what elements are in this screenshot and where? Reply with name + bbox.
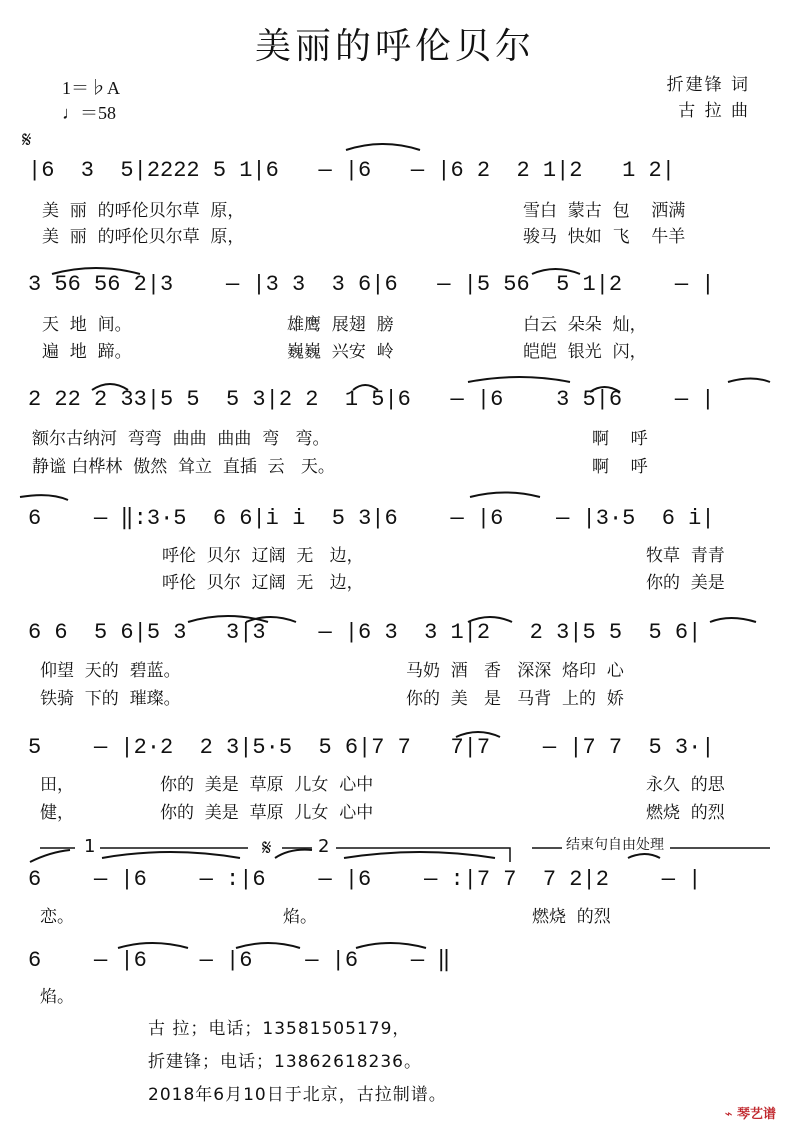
lyric-line: 你的 美是 bbox=[646, 573, 725, 593]
notation-row-3: 2 22 2 33|5 5 5 3|2 2 1 5|6 — |6 3 5|6 — | bbox=[28, 387, 715, 412]
lyric-line: 焰。 bbox=[283, 907, 317, 927]
notation-row-5: 6 6 5 6|5 3 3|3 — |6 3 3 1|2 2 3|5 5 5 6| bbox=[28, 620, 702, 645]
lyric-line: 铁骑 下的 璀璨。 bbox=[40, 689, 181, 709]
lyricist-credit: 折建锋 词 bbox=[666, 75, 750, 95]
lyric-line: 你的 美是 草原 儿女 心中 bbox=[160, 775, 374, 795]
lyric-line: 天 地 间。 bbox=[42, 315, 132, 335]
lyric-line: 你的 美 是 马背 上的 娇 bbox=[406, 689, 624, 709]
segno-sign: 𝄋 bbox=[22, 128, 32, 153]
notation-row-7: 6 — |6 — :|6 — |6 — :|7 7 7 2|2 — | bbox=[28, 867, 702, 892]
composer-credit: 古 拉 曲 bbox=[678, 101, 750, 121]
lyric-line: 啊 呼 bbox=[592, 429, 648, 449]
lyric-line: 健， bbox=[40, 803, 74, 823]
contact-line-1: 古 拉；电话；13581505179， bbox=[148, 1019, 411, 1039]
logo-text: 琴艺谱 bbox=[736, 1107, 776, 1122]
lyric-line: 美 丽 的呼伦贝尔草 原， bbox=[42, 201, 245, 221]
lyric-line: 遍 地 蹄。 bbox=[42, 342, 132, 362]
volta-1-label: 1 bbox=[84, 836, 96, 857]
lyric-line: 呼伦 贝尔 辽阔 无 边， bbox=[162, 546, 364, 566]
lyric-line: 白云 朵朵 灿， bbox=[523, 315, 647, 335]
lyric-line: 仰望 天的 碧蓝。 bbox=[40, 661, 181, 681]
notation-row-1: |6 3 5|2222 5 1|6 — |6 — |6 2 2 1|2 1 2| bbox=[28, 158, 675, 183]
notation-row-4: 6 — ‖:3·5 6 6|i i 5 3|6 — |6 — |3·5 6 i| bbox=[28, 506, 715, 531]
lyric-line: 永久 的思 bbox=[646, 775, 725, 795]
lyric-line: 焰。 bbox=[40, 987, 74, 1007]
volta-2-label: 2 bbox=[318, 836, 330, 857]
page-title: 美丽的呼伦贝尔 bbox=[254, 26, 535, 67]
lyric-line: 呼伦 贝尔 辽阔 无 边， bbox=[162, 573, 364, 593]
lyric-line: 额尔古纳河 弯弯 曲曲 曲曲 弯 弯。 bbox=[32, 429, 330, 449]
lyric-line: 燃烧 的烈 bbox=[532, 907, 611, 927]
lyric-line: 雄鹰 展翅 膀 bbox=[287, 315, 394, 335]
lyric-line: 巍巍 兴安 岭 bbox=[287, 342, 394, 362]
site-logo bbox=[725, 1103, 776, 1122]
lyric-line: 骏马 快如 飞 牛羊 bbox=[523, 227, 686, 247]
lyric-line: 燃烧 的烈 bbox=[646, 803, 725, 823]
contact-line-2: 折建锋；电话；13862618236。 bbox=[148, 1052, 422, 1072]
lyric-line: 雪白 蒙古 包 洒满 bbox=[523, 201, 686, 221]
lyric-line: 马奶 酒 香 深深 烙印 心 bbox=[406, 661, 624, 681]
lyric-line: 恋。 bbox=[40, 907, 74, 927]
date-line: 2018年6月10日于北京，古拉制谱。 bbox=[148, 1085, 447, 1105]
lyric-line: 牧草 青青 bbox=[646, 546, 725, 566]
key-signature: 1＝♭A bbox=[62, 78, 120, 98]
lyric-line: 你的 美是 草原 儿女 心中 bbox=[160, 803, 374, 823]
notation-row-2: 3 56 56 2|3 — |3 3 3 6|6 — |5 56 5 1|2 — | bbox=[28, 272, 715, 297]
lyric-line: 静谧 白桦林 傲然 耸立 直插 云 天。 bbox=[32, 457, 335, 477]
ending-instruction: 结束句自由处理 bbox=[566, 837, 664, 853]
notation-row-6: 5 — |2·2 2 3|5·5 5 6|7 7 7|7 — |7 7 5 3·| bbox=[28, 735, 715, 760]
logo-icon: ⌁ bbox=[724, 1107, 737, 1122]
notation-row-8: 6 — |6 — |6 — |6 — ‖ bbox=[28, 948, 451, 973]
lyric-line: 田， bbox=[40, 775, 74, 795]
lyric-line: 美 丽 的呼伦贝尔草 原， bbox=[42, 227, 245, 247]
tempo-marking: ♩＝58 bbox=[62, 103, 116, 123]
lyric-line: 啊 呼 bbox=[592, 457, 648, 477]
lyric-line: 皑皑 银光 闪， bbox=[523, 342, 647, 362]
segno-sign-2: 𝄋 bbox=[262, 836, 272, 861]
